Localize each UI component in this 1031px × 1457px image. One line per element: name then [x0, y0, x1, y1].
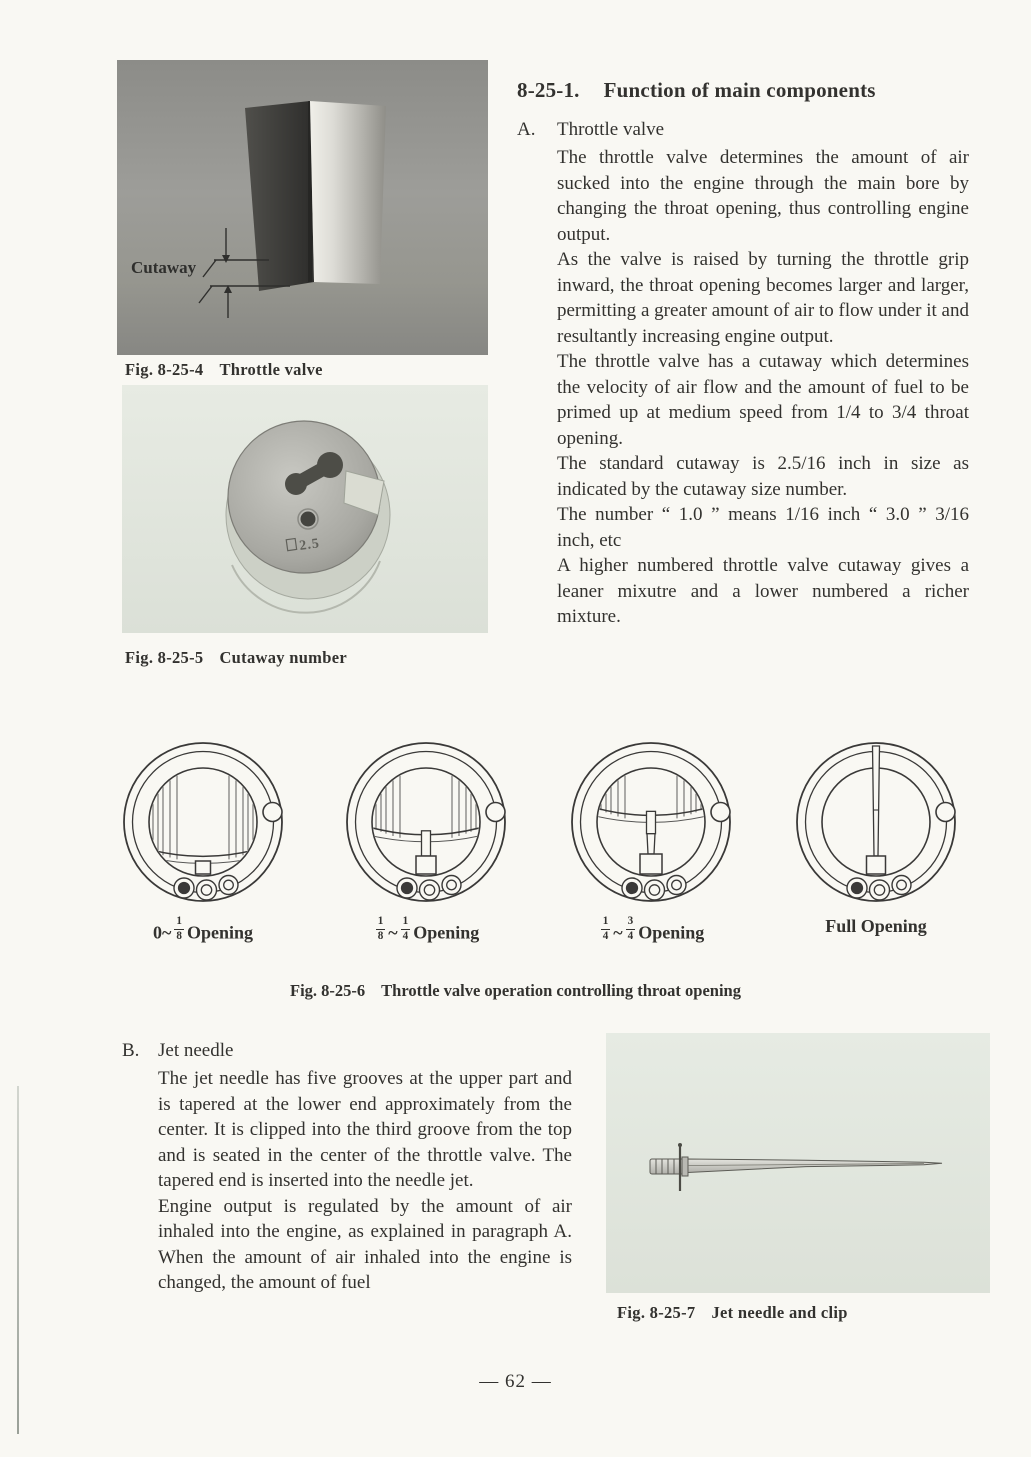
- jet-needle-photo: [606, 1033, 990, 1293]
- paragraph: Engine output is regulated by the amount of air inhaled into the engine, as explained in paragraph A. When the amount of air inhaled into the engine is changed, the amount of fuel: [158, 1195, 572, 1293]
- fraction: $\frac{3}{4}$: [627, 915, 634, 942]
- part-b-label: B.: [122, 1040, 140, 1061]
- throttle-diagram-14-34-opening: [553, 738, 749, 953]
- throttle-valve-photo: [117, 60, 488, 355]
- cutaway-size-stamp: 2.5: [298, 536, 321, 554]
- diagram-caption: Full Opening: [825, 916, 927, 936]
- part-a-label: A.: [517, 119, 536, 140]
- paragraph: The jet needle has five grooves at the upper part and is tapered at the lower end approximately from the center. It is clipped into the third groove from the top and is seated in the center of the throttle valve. The tapered end is inserted into the needle jet.: [158, 1068, 572, 1191]
- part-a-title: Throttle valve: [557, 119, 665, 140]
- throttle-valve-cylinder: [245, 101, 386, 291]
- part-a-body: [557, 145, 969, 630]
- fraction: $\frac{1}{4}$: [602, 915, 609, 942]
- section-title: Function of main components: [603, 78, 876, 102]
- figure-caption-8-25-5: Fig. 8-25-5 Cutaway number: [125, 648, 347, 667]
- binding-edge-line: [17, 1086, 19, 1434]
- fraction: $\frac{1}{8}$: [176, 915, 182, 942]
- part-b-body: [158, 1066, 572, 1296]
- paragraph: As the valve is raised by turning the throttle grip inward, the throat opening becomes larger and larger, permitting a greater amount of air to flow under it and resultantly increasing engine output.: [557, 249, 969, 347]
- paragraph: The number “ 1.0 ” means 1/16 inch “ 3.0 ” 3/16 inch, etc: [557, 504, 969, 551]
- paragraph: The throttle valve determines the amount of air sucked into the engine through the main bore by changing the throat opening, thus controlling engine output.: [557, 147, 969, 245]
- fraction: $\frac{1}{4}$: [402, 915, 409, 942]
- section-heading: [517, 78, 876, 103]
- figure-caption-8-25-7: Fig. 8-25-7 Jet needle and clip: [617, 1303, 848, 1322]
- diagram-caption: 0~ $\frac{1}{8}$ Opening: [153, 915, 253, 943]
- figure-caption-8-25-6: Fig. 8-25-6 Throttle valve operation controlling throat opening: [290, 981, 741, 1000]
- cutaway-label: Cutaway: [131, 258, 197, 277]
- part-b-title: Jet needle: [158, 1040, 234, 1061]
- paragraph: The standard cutaway is 2.5/16 inch in size as indicated by the cutaway size number.: [557, 453, 969, 500]
- paragraph: The throttle valve has a cutaway which determines the velocity of air flow and the amount of fuel to be primed up at medium speed from 1/4 to 3/4 throat opening.: [557, 351, 969, 449]
- diagram-caption: $\frac{1}{4}$ ~ $\frac{3}{4}$ Opening: [602, 915, 705, 943]
- figure-caption-8-25-4: Fig. 8-25-4 Throttle valve: [125, 360, 323, 379]
- throttle-diagram-18-14-opening: [328, 738, 524, 953]
- cutaway-number-photo: [122, 385, 488, 633]
- fraction: $\frac{1}{8}$: [377, 915, 384, 942]
- section-number: 8-25-1.: [517, 78, 580, 102]
- page-number: — 62 —: [479, 1371, 552, 1392]
- paragraph: A higher numbered throttle valve cutaway gives a leaner mixutre and a lower numbered a richer mixture.: [557, 555, 969, 627]
- throttle-diagram-0-18-opening: [105, 738, 301, 953]
- throttle-diagram-full-opening: [778, 738, 974, 953]
- diagram-caption: $\frac{1}{8}$ ~ $\frac{1}{4}$ Opening: [377, 915, 480, 943]
